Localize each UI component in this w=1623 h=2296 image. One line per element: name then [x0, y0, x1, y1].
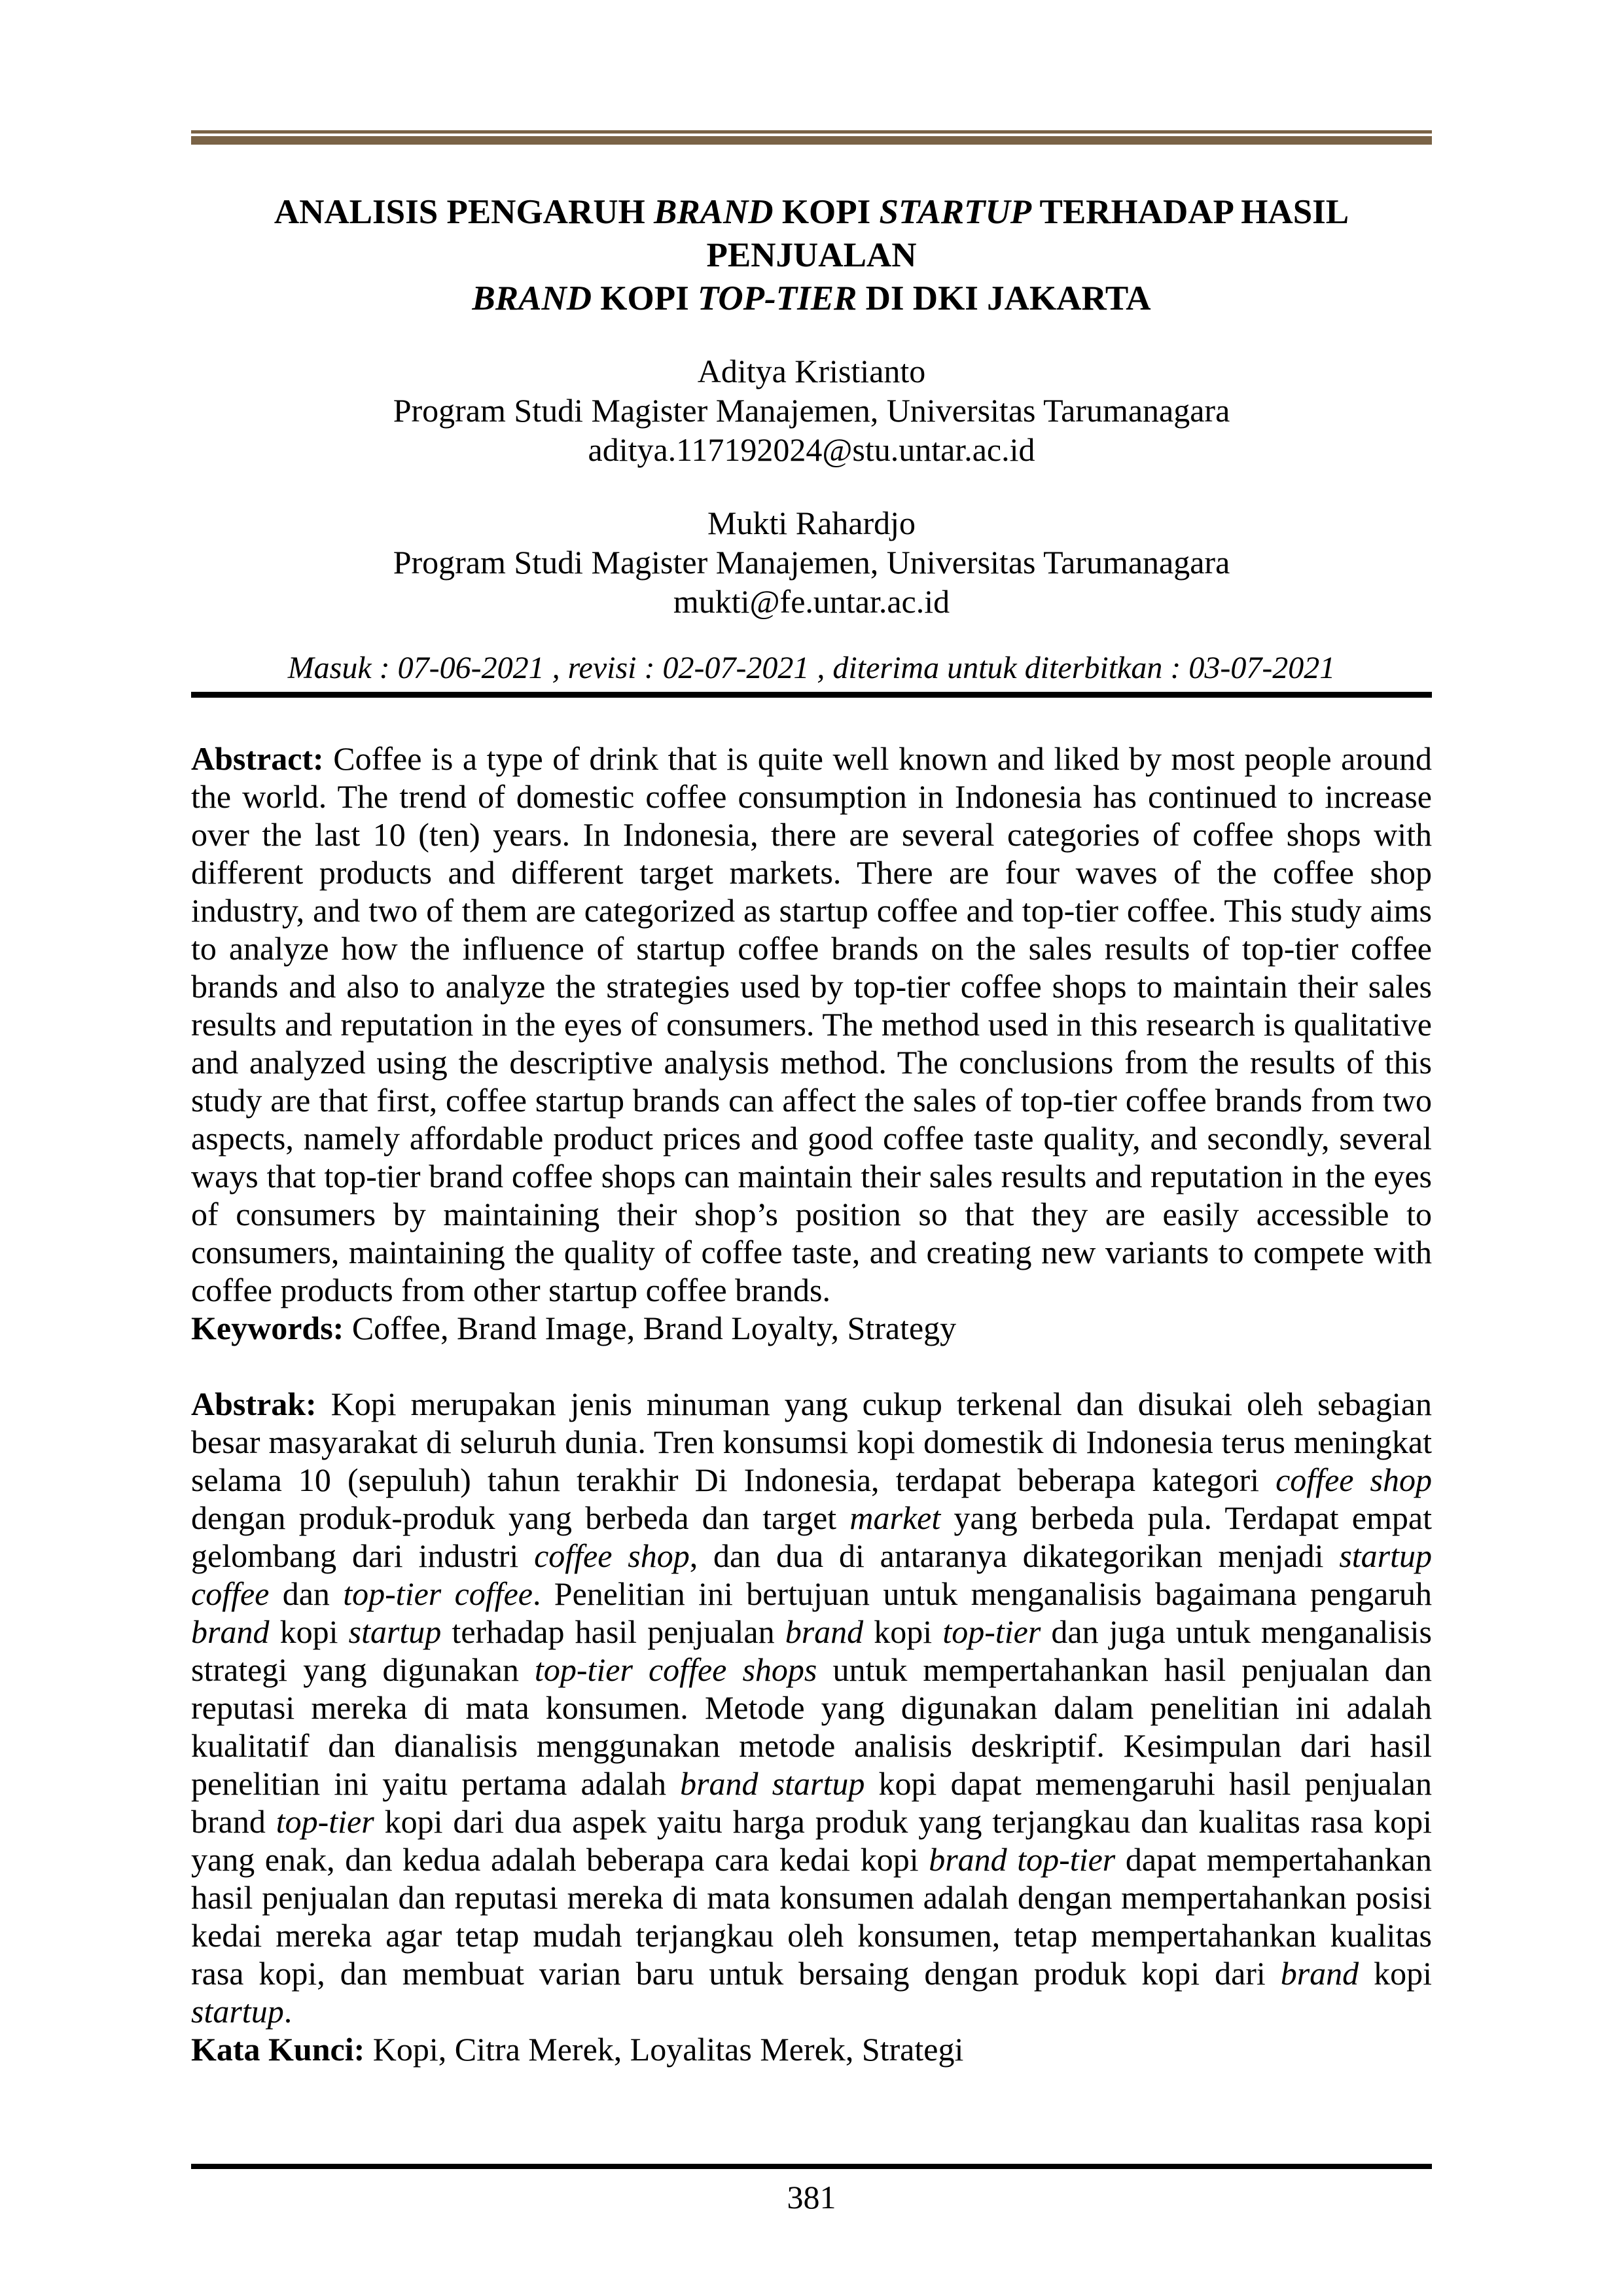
author-affiliation: Program Studi Magister Manajemen, Universitas Tarumanagara [393, 544, 1230, 581]
author-block-2 [191, 503, 1432, 621]
submission-dates-note: Masuk : 07-06-2021 , revisi : 02-07-2021 , diterima untuk diterbitkan : 03-07-2021 [287, 651, 1336, 685]
author-block-1 [191, 351, 1432, 469]
content-column [191, 0, 1432, 2068]
kata-kunci-line: Kata Kunci: Kopi, Citra Merek, Loyalitas Merek, Strategi [191, 2031, 964, 2068]
section-divider-rule [191, 692, 1432, 698]
paper-title-line-2: BRAND KOPI TOP-TIER DI DKI JAKARTA [472, 279, 1151, 317]
header-rule-thin [191, 130, 1432, 134]
page-footer [191, 2164, 1432, 2216]
paper-title [191, 190, 1432, 320]
author-email: aditya.117192024@stu.untar.ac.id [588, 431, 1035, 468]
authors-section [191, 351, 1432, 621]
abstract-english-paragraph: Abstract: Coffee is a type of drink that is quite well known and liked by most people around the world. The trend of domestic coffee consumption in Indonesia has continued to increase over the last 10 (ten) years. In Indonesia, there are several categories of coffee shops with different products and different target markets. There are four waves of the coffee shop industry, and two of them are categorized as startup coffee and top-tier coffee. This study aims to analyze how the influence of startup coffee brands on the sales results of top-tier coffee brands and also to analyze the strategies used by top-tier coffee shops to maintain their sales results and reputation in the eyes of consumers. The method used in this research is qualitative and analyzed using the descriptive analysis method. The conclusions from the results of this study are that first, coffee startup brands can affect the sales of top-tier coffee brands from two aspects, namely affordable product prices and good coffee taste quality, and secondly, several ways that top-tier brand coffee shops can maintain their sales results and reputation in the eyes of consumers by maintaining their shop’s position so that they are easily accessible to consumers, maintaining the quality of coffee taste, and creating new variants to compete with coffee products from other startup coffee brands. [191, 740, 1432, 1308]
abstract-indonesian-paragraph: Abstrak: Kopi merupakan jenis minuman yang cukup terkenal dan disukai oleh sebagian besar masyarakat di seluruh dunia. Tren konsumsi kopi domestik di Indonesia terus meningkat selama 10 (sepuluh) tahun terakhir Di Indonesia, terdapat beberapa kategori coffee shop dengan produk-produk yang berbeda dan target market yang berbeda pula. Terdapat empat gelombang dari industri coffee shop, dan dua di antaranya dikategorikan menjadi startup coffee dan top-tier coffee. Penelitian ini bertujuan untuk menganalisis bagaimana pengaruh brand kopi startup terhadap hasil penjualan brand kopi top-tier dan juga untuk menganalisis strategi yang digunakan top-tier coffee shops untuk mempertahankan hasil penjualan dan reputasi mereka di mata konsumen. Metode yang digunakan dalam penelitian ini adalah kualitatif dan dianalisis menggunakan metode analisis deskriptif. Kesimpulan dari hasil penelitian ini yaitu pertama adalah brand startup kopi dapat memengaruhi hasil penjualan brand top-tier kopi dari dua aspek yaitu harga produk yang terjangkau dan kualitas rasa kopi yang enak, dan kedua adalah beberapa cara kedai kopi brand top-tier dapat mempertahankan hasil penjualan dan reputasi mereka di mata konsumen adalah dengan mempertahankan posisi kedai mereka agar tetap mudah terjangkau oleh konsumen, tetap mempertahankan kualitas rasa kopi, dan membuat varian baru untuk bersaing dengan produk kopi dari brand kopi startup. [191, 1386, 1433, 2030]
author-email: mukti@fe.untar.ac.id [673, 583, 950, 620]
header-rule-thick [191, 136, 1432, 145]
page-number: 381 [787, 2179, 836, 2215]
paper-title-line-1: ANALISIS PENGARUH BRAND KOPI STARTUP TERHADAP HASIL PENJUALAN [274, 193, 1349, 274]
author-affiliation: Program Studi Magister Manajemen, Universitas Tarumanagara [393, 392, 1230, 429]
author-name: Aditya Kristianto [697, 353, 926, 389]
keywords-line: Keywords: Coffee, Brand Image, Brand Loyalty, Strategy [191, 1310, 957, 1346]
author-name: Mukti Rahardjo [707, 505, 916, 541]
footer-rule [191, 2164, 1432, 2169]
